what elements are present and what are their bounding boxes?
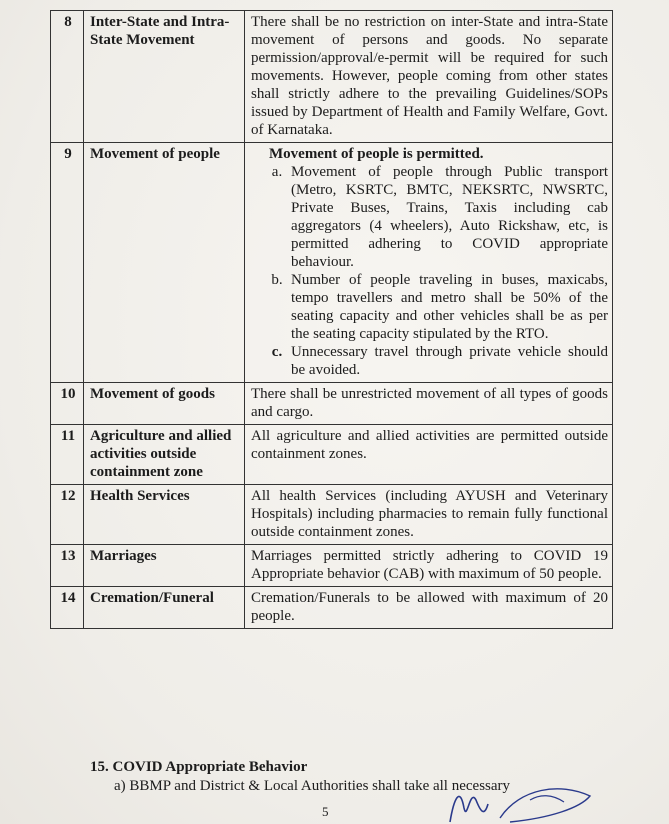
table-row (51, 425, 613, 485)
row-description: There shall be no restriction on inter-State and intra-State movement of persons and goods. No separate permission/approval/e-permit will be required for such movements. However, people coming from other states shall strictly adhere to the prevailing Guidelines/SOPs issued by Department of Health and Family Welfare, Govt. of Karnataka. (245, 11, 613, 143)
row-number: 10 (51, 383, 84, 425)
row-description: All agriculture and allied activities are permitted outside containment zones. (245, 425, 613, 485)
row-title: Marriages (84, 545, 245, 587)
row-title: Movement of goods (84, 383, 245, 425)
table-row (51, 11, 613, 143)
list-item (263, 271, 608, 343)
row-number: 11 (51, 425, 84, 485)
list-item-text: Number of people traveling in buses, maxicabs, tempo travellers and metro shall be 50% of the seating capacity and other vehicles shall be as per the seating capacity stipulated by the RTO. (291, 272, 608, 342)
row-number: 13 (51, 545, 84, 587)
table-row (51, 545, 613, 587)
list-marker: c. (271, 344, 283, 360)
list-item (263, 343, 608, 379)
row-number: 12 (51, 485, 84, 545)
row-title: Inter-State and Intra-State Movement (84, 11, 245, 143)
row-description: All health Services (including AYUSH and Veterinary Hospitals) including pharmacies to remain fully functional outside containment zones. (245, 485, 613, 545)
list-marker: b. (271, 272, 283, 288)
list-item (263, 163, 608, 271)
row-title: Health Services (84, 485, 245, 545)
section-heading: 15. COVID Appropriate Behavior (90, 759, 308, 775)
list-item-text: Movement of people through Public transport (Metro, KSRTC, BMTC, NEKSRTC, NWSRTC, Private Buses, Trains, Taxis including cab aggregators (4 wheelers), Auto Rickshaw, etc, is permitted adhering to COVID appropriate behaviour. (291, 164, 608, 270)
row-title: Cremation/Funeral (84, 587, 245, 629)
row-number: 9 (51, 143, 84, 383)
row-title: Movement of people (84, 143, 245, 383)
list-item-text: Unnecessary travel through private vehicle should be avoided. (291, 344, 608, 378)
row-description: Cremation/Funerals to be allowed with maximum of 20 people. (245, 587, 613, 629)
row-title: Agriculture and allied activities outside containment zone (84, 425, 245, 485)
list-marker: a. (271, 164, 283, 180)
row-number: 14 (51, 587, 84, 629)
table-row (51, 587, 613, 629)
table-row (51, 143, 613, 383)
table-row (51, 383, 613, 425)
guidelines-table (50, 10, 613, 629)
row-number: 8 (51, 11, 84, 143)
row-description (245, 143, 613, 383)
table-row (51, 485, 613, 545)
row-subheading: Movement of people is permitted. (269, 146, 484, 162)
section-item: a) BBMP and District & Local Authorities shall take all necessary (114, 778, 511, 794)
row-description: Marriages permitted strictly adhering to COVID 19 Appropriate behavior (CAB) with maximum of 50 people. (245, 545, 613, 587)
page-number: 5 (322, 804, 329, 819)
signature-mark (440, 778, 600, 824)
row-description: There shall be unrestricted movement of all types of goods and cargo. (245, 383, 613, 425)
